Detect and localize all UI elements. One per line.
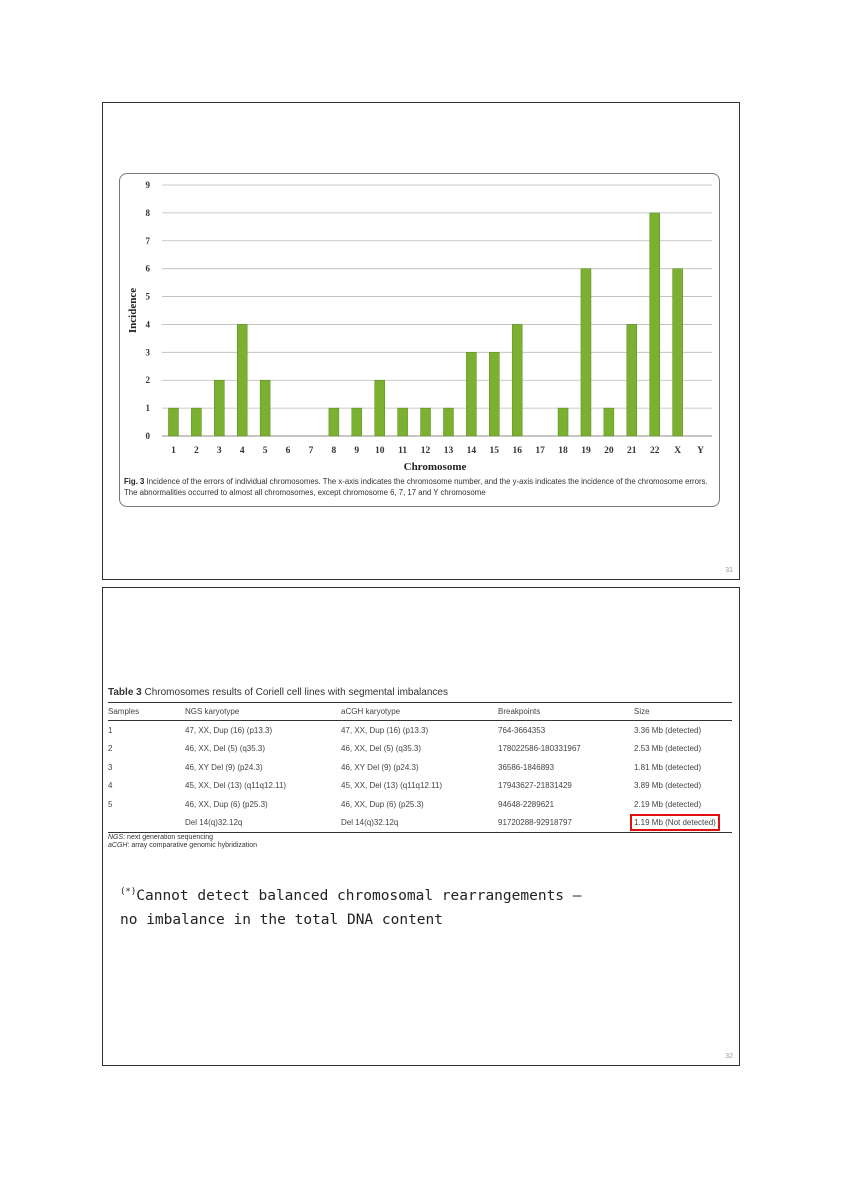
note-text xyxy=(120,880,581,932)
cell-ngs: 46, XX, Del (5) (q35.3) xyxy=(185,744,266,754)
incidence-bar-chart xyxy=(120,174,721,508)
x-tick-label: Y xyxy=(697,446,704,456)
cell-size: 2.19 Mb (detected) xyxy=(634,799,702,809)
cell-size: 3.89 Mb (detected) xyxy=(634,781,702,791)
x-tick-label: 8 xyxy=(331,446,337,456)
cell-sample: 2 xyxy=(108,744,113,754)
cell-ngs: Del 14(q)32.12q xyxy=(185,814,341,833)
header-ngs: NGS karyotype xyxy=(185,703,341,721)
bar-chr-X xyxy=(673,269,683,436)
header-acgh: aCGH karyotype xyxy=(341,703,498,721)
y-tick-label: 3 xyxy=(145,347,150,358)
note-line-2: no imbalance in the total DNA content xyxy=(120,912,444,928)
cell-breakpoints: 94648-2289621 xyxy=(498,799,555,809)
bar-chr-14 xyxy=(466,352,476,436)
bar-chr-22 xyxy=(650,213,660,436)
table-header-row xyxy=(108,703,732,721)
header-samples: Samples xyxy=(108,703,185,721)
cell-ngs: 46, XX, Dup (6) (p25.3) xyxy=(185,799,268,809)
cell-acgh: 45, XX, Del (13) (q11q12.11) xyxy=(341,781,443,791)
x-tick-label: 3 xyxy=(216,446,222,456)
x-tick-label: 13 xyxy=(443,446,454,456)
cell-ngs: 46, XY Del (9) (p24.3) xyxy=(185,762,263,772)
header-breakpoints: Breakpoints xyxy=(498,703,634,721)
table-row xyxy=(108,721,732,740)
y-axis-label: Incidence xyxy=(127,287,139,334)
bar-chr-15 xyxy=(489,352,499,436)
table-row xyxy=(108,758,732,777)
x-tick-label: 5 xyxy=(262,446,268,456)
x-tick-label: 22 xyxy=(649,446,660,456)
bar-chr-4 xyxy=(237,324,247,436)
cell-size xyxy=(634,814,732,833)
cell-sample: 1 xyxy=(108,725,113,735)
x-axis-label: Chromosome xyxy=(403,461,467,473)
y-tick-label: 5 xyxy=(145,291,150,302)
cell-ngs: 45, XX, Del (13) (q11q12.11) xyxy=(185,781,287,791)
note-mark: (*) xyxy=(120,887,137,897)
cell-sample: 5 xyxy=(108,799,113,809)
table-label: Table 3 xyxy=(108,687,142,698)
cell-breakpoints: 91720288-92918797 xyxy=(498,814,634,833)
results-table xyxy=(108,702,732,833)
table-footnotes xyxy=(108,834,257,850)
cell-size: 3.36 Mb (detected) xyxy=(634,725,702,735)
x-tick-label: 15 xyxy=(489,446,500,456)
x-tick-label: 18 xyxy=(558,446,568,456)
bar-chr-1 xyxy=(168,408,178,436)
cell-breakpoints: 178022586-180331967 xyxy=(498,744,581,754)
bar-chr-19 xyxy=(581,269,591,436)
x-tick-label: 2 xyxy=(194,446,199,456)
y-tick-label: 7 xyxy=(145,235,150,246)
bar-chr-21 xyxy=(627,324,637,436)
slide-31 xyxy=(102,102,740,580)
table-row xyxy=(108,814,732,833)
cell-acgh: Del 14(q)32.12q xyxy=(341,814,498,833)
caption-label: Fig. 3 xyxy=(124,477,145,486)
highlight-box: 1.19 Mb (Not detected) xyxy=(634,818,716,828)
bar-chr-16 xyxy=(512,324,522,436)
x-tick-label: 21 xyxy=(627,446,637,456)
y-tick-label: 4 xyxy=(145,319,150,330)
cell-acgh: 47, XX, Dup (16) (p13.3) xyxy=(341,725,429,735)
page-number: 32 xyxy=(725,1053,733,1060)
x-tick-label: 7 xyxy=(308,446,314,456)
bar-chr-13 xyxy=(443,408,453,436)
x-tick-label: 16 xyxy=(512,446,522,456)
x-tick-label: 20 xyxy=(604,446,614,456)
cell-ngs: 47, XX, Dup (16) (p13.3) xyxy=(185,725,273,735)
page-number: 31 xyxy=(725,567,733,574)
x-tick-label: 9 xyxy=(354,446,360,456)
bar-chr-9 xyxy=(352,408,362,436)
bar-chr-11 xyxy=(398,408,408,436)
y-tick-label: 0 xyxy=(145,431,150,441)
header-size: Size xyxy=(634,703,732,721)
bar-chr-10 xyxy=(375,380,385,436)
table-title-text: Chromosomes results of Coriell cell lines with segmental imbalances xyxy=(144,687,448,698)
cell-size: 1.81 Mb (detected) xyxy=(634,762,702,772)
y-tick-label: 6 xyxy=(145,263,150,274)
figure-caption xyxy=(124,476,718,498)
y-tick-label: 8 xyxy=(145,207,150,218)
x-tick-label: 11 xyxy=(398,446,408,456)
x-tick-label: 4 xyxy=(239,446,245,456)
y-tick-label: 1 xyxy=(145,403,150,414)
x-tick-label: 19 xyxy=(581,446,591,456)
x-tick-label: 10 xyxy=(374,446,385,456)
bar-chr-3 xyxy=(214,380,224,436)
bar-chr-20 xyxy=(604,408,614,436)
x-tick-label: 12 xyxy=(420,446,431,456)
bar-chr-8 xyxy=(329,408,339,436)
footnote-acgh: aCGH: array comparative genomic hybridization xyxy=(108,842,258,849)
table-row xyxy=(108,795,732,814)
bar-chr-5 xyxy=(260,380,270,436)
bar-chr-2 xyxy=(191,408,201,436)
cell-breakpoints: 17943627-21831429 xyxy=(498,781,572,791)
cell-sample xyxy=(108,814,185,833)
slide-32 xyxy=(102,587,740,1066)
note-line-1: (*)Cannot detect balanced chromosomal rearrangements – xyxy=(120,887,582,904)
caption-text: Incidence of the errors of individual chromosomes. The x-axis indicates the chromosome number, and the y-axis indicates the incidence of the chromosome errors. The abnormalities occurred to almost all chromosomes, except chromosome 6, 7, 17 and Y chromosome xyxy=(124,477,708,497)
y-tick-label: 9 xyxy=(145,180,150,190)
bar-chr-12 xyxy=(421,408,431,436)
cell-acgh: 46, XX, Dup (6) (p25.3) xyxy=(341,799,424,809)
footnote-ngs: NGS: next generation sequencing xyxy=(108,834,214,841)
x-tick-label: 14 xyxy=(466,446,477,456)
cell-breakpoints: 764-3664353 xyxy=(498,725,546,735)
x-tick-label: 17 xyxy=(535,446,545,456)
chart-frame xyxy=(119,173,720,507)
cell-sample: 4 xyxy=(108,781,113,791)
cell-acgh: 46, XY Del (9) (p24.3) xyxy=(341,762,419,772)
table-title xyxy=(108,687,448,698)
y-tick-label: 2 xyxy=(145,375,150,386)
table-row xyxy=(108,740,732,759)
cell-size: 2.53 Mb (detected) xyxy=(634,744,702,754)
x-tick-label: 1 xyxy=(171,446,176,456)
cell-sample: 3 xyxy=(108,762,113,772)
table-row xyxy=(108,777,732,796)
bar-chr-18 xyxy=(558,408,568,436)
x-tick-label: 6 xyxy=(285,446,291,456)
x-tick-label: X xyxy=(674,446,682,456)
cell-acgh: 46, XX, Del (5) (q35.3) xyxy=(341,744,422,754)
cell-breakpoints: 36586-1846893 xyxy=(498,762,555,772)
